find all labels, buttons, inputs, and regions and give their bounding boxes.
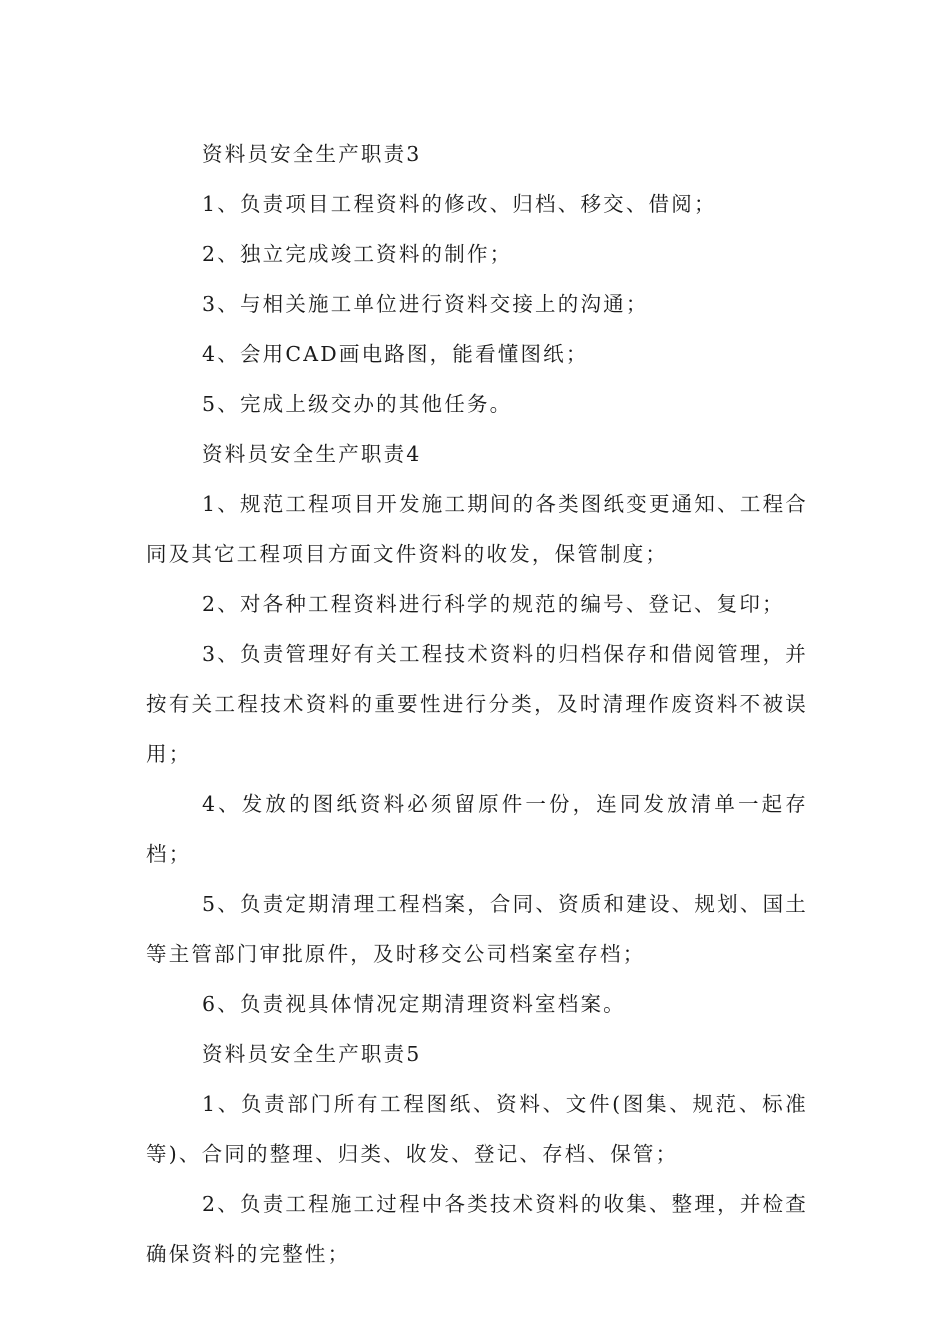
duty-item: 4、发放的图纸资料必须留原件一份，连同发放清单一起存档； xyxy=(146,792,808,866)
duty-item: 5、完成上级交办的其他任务。 xyxy=(202,392,513,416)
duty-item: 3、负责管理好有关工程技术资料的归档保存和借阅管理，并按有关工程技术资料的重要性进行分类，及时清理作废资料不被误用； xyxy=(146,642,808,766)
section-heading-3: 资料员安全生产职责3 xyxy=(202,142,422,166)
duty-item: 1、负责部门所有工程图纸、资料、文件(图集、规范、标准等)、合同的整理、归类、收发、登记、存档、保管； xyxy=(146,1092,808,1166)
duty-item: 2、对各种工程资料进行科学的规范的编号、登记、复印； xyxy=(202,592,785,616)
duty-item: 1、规范工程项目开发施工期间的各类图纸变更通知、工程合同及其它工程项目方面文件资料的收发，保管制度； xyxy=(146,492,808,566)
section-heading-5: 资料员安全生产职责5 xyxy=(202,1042,422,1066)
duty-item: 2、独立完成竣工资料的制作； xyxy=(202,242,513,266)
duty-item: 4、会用CAD画电路图，能看懂图纸； xyxy=(202,342,589,366)
duty-item: 3、与相关施工单位进行资料交接上的沟通； xyxy=(202,292,649,316)
section-heading-4: 资料员安全生产职责4 xyxy=(202,442,422,466)
document-body xyxy=(146,129,808,1279)
duty-item: 1、负责项目工程资料的修改、归档、移交、借阅； xyxy=(202,192,717,216)
duty-item: 6、负责视具体情况定期清理资料室档案。 xyxy=(202,992,626,1016)
duty-item: 2、负责工程施工过程中各类技术资料的收集、整理，并检查确保资料的完整性； xyxy=(146,1192,808,1266)
duty-item: 5、负责定期清理工程档案，合同、资质和建设、规划、国土等主管部门审批原件，及时移交公司档案室存档； xyxy=(146,892,808,966)
